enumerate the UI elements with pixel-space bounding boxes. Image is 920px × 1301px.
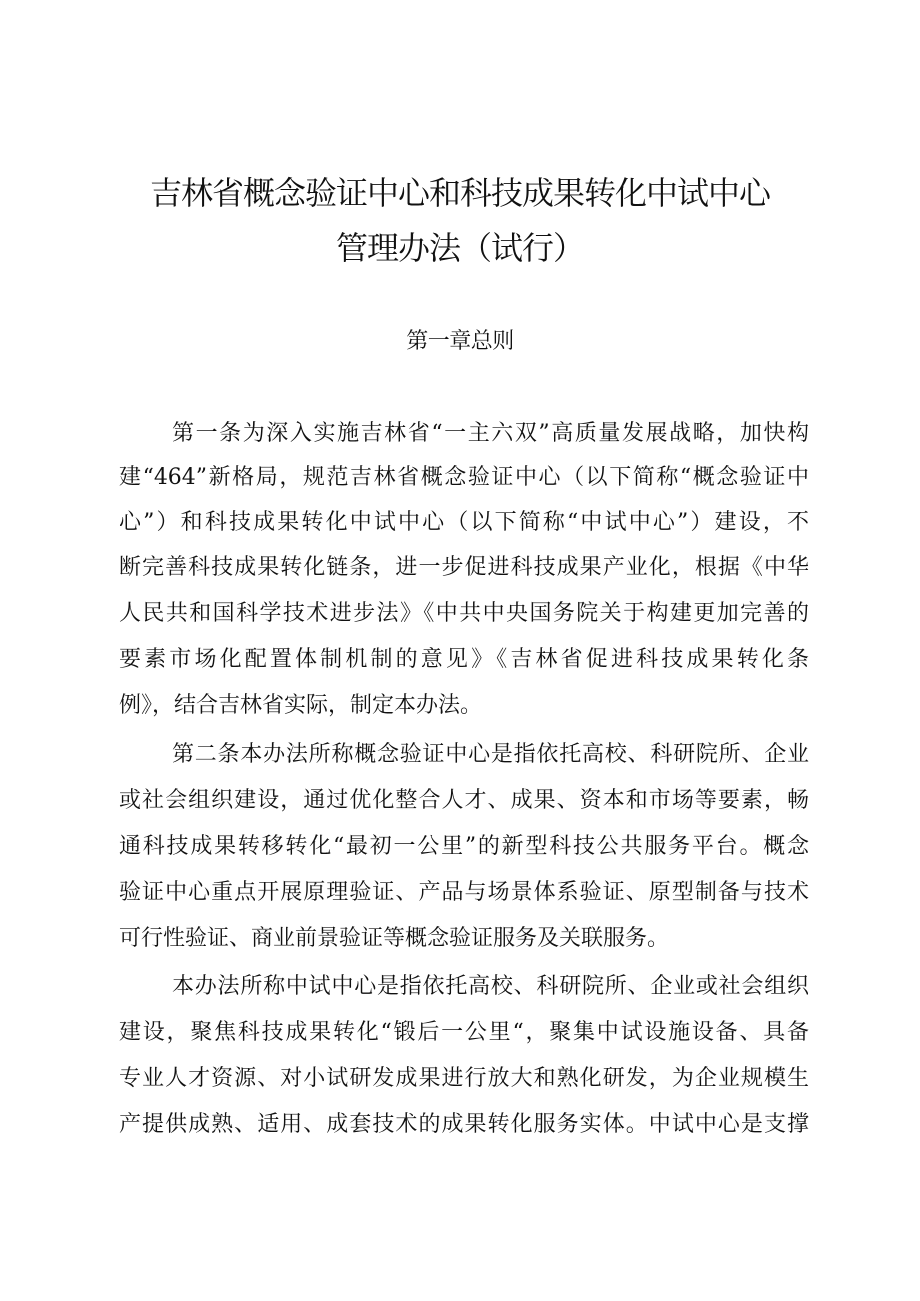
- paragraph-1-line-5: 人民共和国科学技术进步法》《中共中央国务院关于构建更加完善的: [119, 601, 809, 626]
- paragraph-2-line-4: 验证中心重点开展原理验证、产品与场景体系验证、原型制备与技术: [119, 880, 809, 905]
- paragraph-3-line-3: 专业人才资源、对小试研发成果进行放大和熟化研发，为企业规模生: [119, 1066, 809, 1091]
- paragraph-2-line-1: 第二条本办法所称概念验证中心是指依托高校、科研院所、企业: [172, 742, 809, 767]
- paragraph-3-line-4: 产提供成熟、适用、成套技术的成果转化服务实体。中试中心是支撑: [119, 1112, 809, 1137]
- paragraph-3-line-2: 建设，聚焦科技成果转化“锻后一公里“，聚集中试设施设备、具备: [119, 1020, 809, 1045]
- paragraph-3-line-1: 本办法所称中试中心是指依托高校、科研院所、企业或社会组织: [172, 974, 809, 999]
- paragraph-1-line-3: 心”）和科技成果转化中试中心（以下简称“中试中心”）建设，不: [119, 510, 809, 535]
- paragraph-2-line-3: 通科技成果转移转化“最初一公里”的新型科技公共服务平台。概念: [119, 834, 809, 859]
- paragraph-1-line-6: 要素市场化配置体制机制的意见》《吉林省促进科技成果转化条: [119, 647, 809, 672]
- document-title-line-2: 管理办法（试行）: [335, 229, 584, 267]
- paragraph-1-line-2: 建“464”新格局，规范吉林省概念验证中心（以下简称“概念验证中: [119, 465, 810, 490]
- chapter-heading: 第一章总则: [406, 329, 514, 354]
- paragraph-1-line-4: 断完善科技成果转化链条，进一步促进科技成果产业化，根据《中华: [119, 555, 809, 580]
- paragraph-2-line-5: 可行性验证、商业前景验证等概念验证服务及关联服务。: [119, 926, 670, 951]
- paragraph-1-line-1: 第一条为深入实施吉林省“一主六双”高质量发展战略，加快构: [172, 421, 809, 446]
- paragraph-2-line-2: 或社会组织建设，通过优化整合人才、成果、资本和市场等要素，畅: [119, 788, 809, 813]
- document-title-line-1: 吉林省概念验证中心和科技成果转化中试中心: [149, 174, 770, 212]
- paragraph-1-line-7: 例》，结合吉林省实际，制定本办法。: [119, 693, 483, 718]
